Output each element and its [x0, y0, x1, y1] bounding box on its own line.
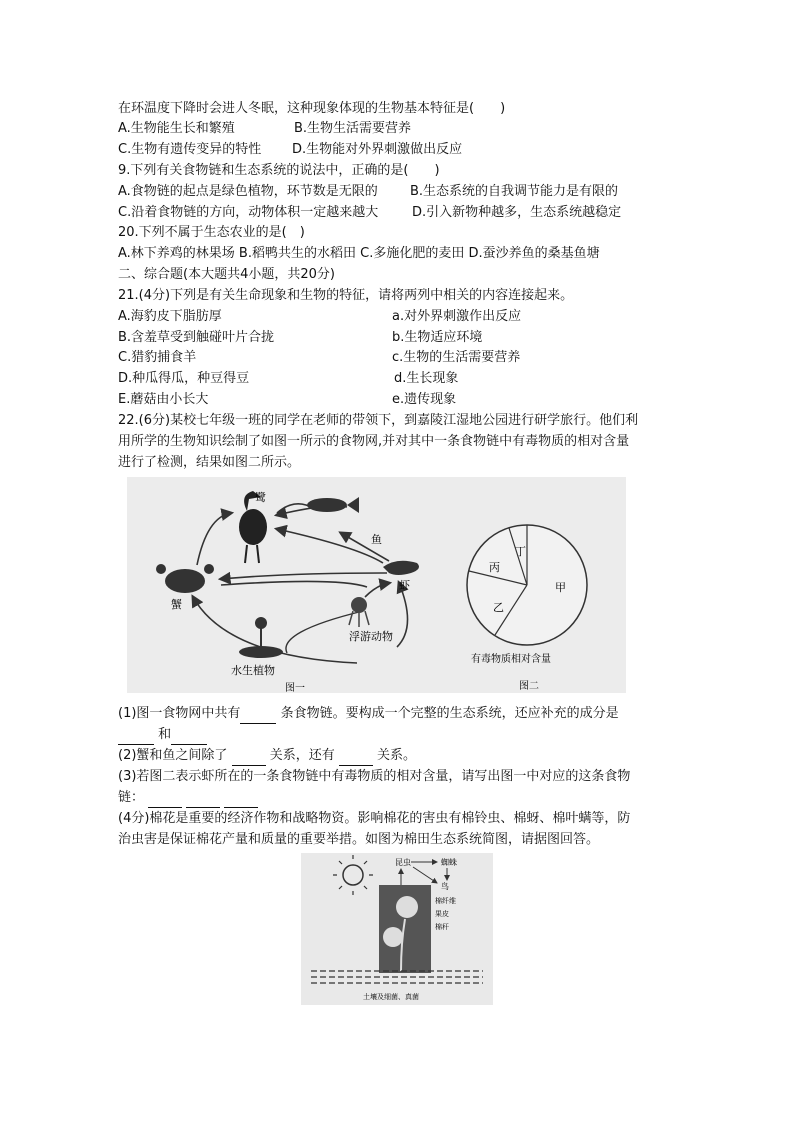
- q21-right-item: a.对外界刺激作出反应: [392, 309, 522, 324]
- q21-left-item: C.猎豹捕食羊: [118, 350, 197, 365]
- answer-blank[interactable]: [118, 730, 154, 745]
- shrimp-icon: [383, 561, 419, 575]
- q21-stem: 21.(4分)下列是有关生命现象和生物的特征，请将两列中相关的内容连接起来。: [118, 288, 574, 303]
- arrow-plant-to-plankton: [397, 583, 408, 647]
- toxin-pie-chart: [467, 525, 587, 645]
- q9-option-c: C.沿着食物链的方向，动物体积一定越来越大: [118, 205, 379, 220]
- answer-blank[interactable]: [240, 709, 276, 724]
- q8-option-c: C.生物有遗传变异的特性: [118, 142, 262, 157]
- arrow-crab-to-heron: [197, 513, 231, 565]
- q22-sub3-line1: (3)若图二表示虾所在的一条食物链中有毒物质的相对含量，请写出图一中对应的这条食物: [118, 769, 631, 784]
- label-soil: 土壤及细菌、真菌: [363, 993, 419, 1001]
- arrow-insect-to-bird: [413, 867, 437, 883]
- answer-blank[interactable]: [171, 730, 207, 745]
- q20-stem: 20.下列不属于生态农业的是( ): [118, 225, 305, 240]
- crab-icon: [156, 564, 214, 593]
- arrow-shrimp-to-crab: [221, 573, 387, 579]
- label-aquatic-plant: 水生植物: [231, 664, 275, 677]
- figure-2-caption: 图二: [519, 681, 539, 692]
- q21-left-item: A.海豹皮下脂肪厚: [118, 309, 222, 324]
- answer-blank[interactable]: [148, 793, 182, 808]
- pie-slice-jia: 甲: [555, 581, 566, 594]
- q22-sub1-line1: (1)图一食物网中共有 条食物链。要构成一个完整的生态系统，还应补充的成分是: [118, 703, 619, 724]
- q22-sub2: (2)蟹和鱼之间除了 关系，还有 关系。: [118, 745, 416, 766]
- label-bird: 鸟: [441, 882, 449, 891]
- q22-sub3-line2: 链：: [118, 787, 258, 808]
- label-cotton-stalk: 棉秆: [435, 923, 449, 931]
- q21-right-item: d.生长现象: [394, 371, 459, 386]
- answer-blank[interactable]: [339, 751, 373, 766]
- plankton-icon: [349, 597, 369, 627]
- food-web-figure: [127, 477, 626, 693]
- pie-label: 有毒物质相对含量: [471, 654, 551, 665]
- q23-stem-line1: (4分)棉花是重要的经济作物和战略物资。影响棉花的害虫有棉铃虫、棉蚜、棉叶螨等，防: [118, 811, 631, 826]
- section-2-heading: 二、综合题(本大题共4小题，共20分): [118, 267, 335, 282]
- q9-option-a: A.食物链的起点是绿色植物，环节数是无限的: [118, 184, 378, 199]
- q22-sub1-line2: 和: [118, 724, 207, 745]
- label-fruit-peel: 果皮: [435, 910, 449, 918]
- q23-stem-line2: 治虫害是保证棉花产量和质量的重要举措。如图为棉田生态系统简图，请据图回答。: [118, 832, 600, 847]
- label-fish: 鱼: [371, 533, 382, 546]
- label-spider: 蜘蛛: [441, 858, 457, 867]
- answer-blank[interactable]: [186, 793, 220, 808]
- q21-right-item: b.生物适应环境: [392, 330, 483, 345]
- arrow-plankton-to-crab: [221, 581, 367, 587]
- aquatic-plant-icon: [239, 617, 283, 658]
- q21-left-item: E.蘑菇由小长大: [118, 392, 209, 407]
- pie-slice-ding: 丁: [515, 545, 526, 558]
- sun-icon: [333, 855, 373, 895]
- label-insect: 昆虫: [395, 858, 411, 867]
- q22-stem-line3: 进行了检测，结果如图二所示。: [118, 455, 301, 470]
- q22-stem-line1: 22.(6分)某校七年级一班的同学在老师的带领下，到嘉陵江湿地公园进行研学旅行。他们利: [118, 413, 639, 428]
- answer-blank[interactable]: [232, 751, 266, 766]
- q9-option-d: D.引入新物种越多，生态系统越稳定: [412, 205, 622, 220]
- q8-stem: 在环温度下降时会进人冬眠，这种现象体现的生物基本特征是( ): [118, 101, 506, 116]
- q8-option-a: A.生物能生长和繁殖: [118, 121, 235, 136]
- cotton-field-figure: [301, 853, 493, 1005]
- q21-right-item: c.生物的生活需要营养: [392, 350, 521, 365]
- label-shrimp: 虾: [399, 579, 410, 592]
- pie-slice-bing: 丙: [489, 561, 500, 574]
- q21-left-item: B.含羞草受到触碰叶片合拢: [118, 330, 275, 345]
- arrow-shrimp-to-heron: [277, 529, 383, 563]
- pie-slice-yi: 乙: [493, 601, 504, 614]
- answer-blank[interactable]: [224, 793, 258, 808]
- q22-stem-line2: 用所学的生物知识绘制了如图一所示的食物网,并对其中一条食物链中有毒物质的相对含量: [118, 434, 630, 449]
- q8-option-d: D.生物能对外界刺激做出反应: [292, 142, 463, 157]
- q21-right-item: e.遗传现象: [392, 392, 457, 407]
- q8-option-b: B.生物生活需要营养: [294, 121, 412, 136]
- label-plankton: 浮游动物: [349, 630, 393, 643]
- q9-option-b: B.生态系统的自我调节能力是有限的: [410, 184, 619, 199]
- q20-options: A.林下养鸡的林果场 B.稻鸭共生的水稻田 C.多施化肥的麦田 D.蚕沙养鱼的桑基鱼塘: [118, 246, 600, 261]
- fish-icon: [307, 497, 359, 513]
- label-crab: 蟹: [171, 598, 182, 611]
- label-cotton-fiber: 棉纤维: [435, 897, 456, 905]
- q9-stem: 9.下列有关食物链和生态系统的说法中，正确的是( ): [118, 163, 440, 178]
- figure-1-caption: 图一: [285, 683, 305, 693]
- arrow-plankton-to-shrimp: [365, 583, 389, 597]
- q21-left-item: D.种瓜得瓜，种豆得豆: [118, 371, 250, 386]
- label-heron: 鹭: [255, 491, 266, 504]
